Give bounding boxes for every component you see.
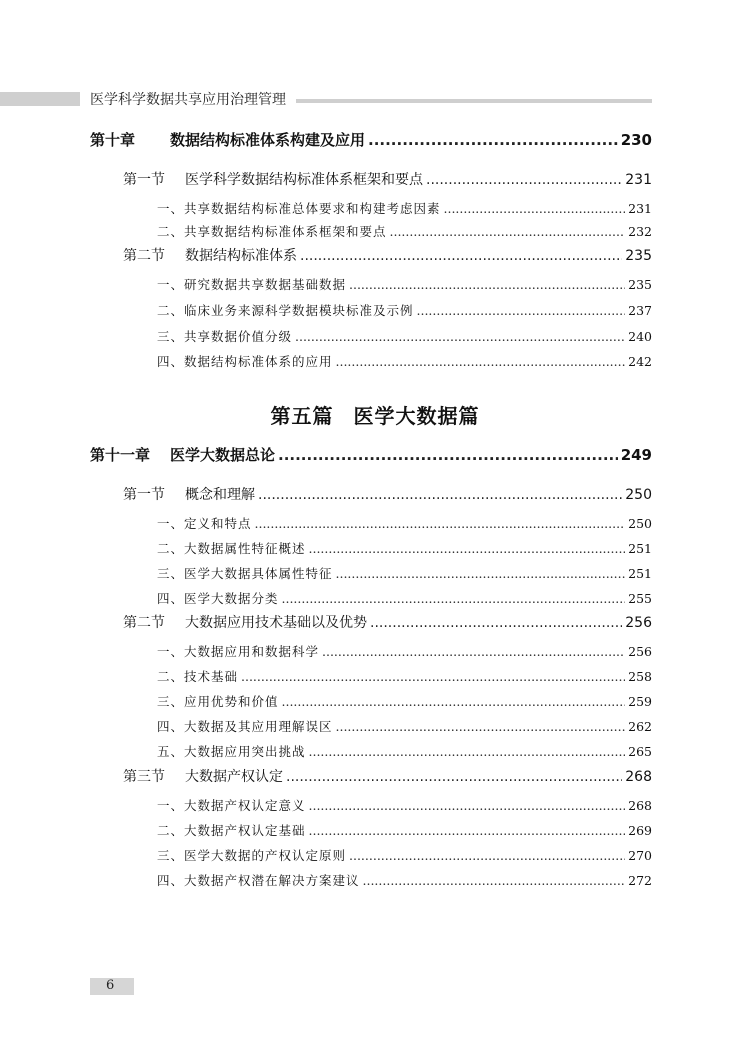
page-ref: 268	[628, 798, 652, 813]
page-ref: 251	[628, 566, 652, 581]
dot-leader	[417, 303, 626, 318]
dot-leader	[309, 823, 626, 838]
chapter-title: 医学大数据总论	[170, 446, 276, 464]
chapter-number: 第十章	[90, 131, 136, 149]
dot-leader	[286, 769, 622, 785]
dot-leader	[363, 873, 626, 888]
dot-leader	[349, 848, 625, 863]
toc-item	[157, 742, 652, 760]
dot-leader	[390, 224, 626, 239]
page-ref: 256	[628, 644, 652, 659]
page-ref: 230	[620, 131, 652, 149]
toc-item	[157, 642, 652, 660]
part-title: 医学大数据篇	[353, 404, 480, 428]
page-ref: 258	[628, 669, 652, 684]
item-title: 四、数据结构标准体系的应用	[157, 354, 333, 369]
page-ref: 250	[625, 487, 652, 503]
item-title: 二、临床业务来源科学数据模块标准及示例	[157, 303, 414, 318]
page-ref: 249	[620, 446, 652, 464]
item-title: 三、医学大数据的产权认定原则	[157, 848, 347, 863]
page-ref: 235	[625, 248, 652, 264]
page-ref: 251	[628, 541, 652, 556]
toc-item	[157, 667, 652, 685]
toc-item	[157, 199, 652, 217]
chapter-number: 第十一章	[90, 446, 151, 464]
dot-leader	[258, 487, 622, 503]
dot-leader	[336, 566, 626, 581]
item-title: 一、定义和特点	[157, 516, 252, 531]
page-ref: 250	[628, 516, 652, 531]
section-title: 数据结构标准体系	[185, 248, 297, 264]
section-number: 第二节	[123, 248, 165, 264]
section-number: 第一节	[123, 487, 165, 503]
dot-leader	[336, 719, 626, 734]
toc-item	[157, 871, 652, 889]
item-title: 二、共享数据结构标准体系框架和要点	[157, 224, 387, 239]
dot-leader	[370, 615, 622, 631]
toc-section	[123, 245, 652, 265]
dot-leader	[322, 644, 625, 659]
section-title: 大数据应用技术基础以及优势	[185, 615, 367, 631]
chapter-title: 数据结构标准体系构建及应用	[170, 131, 366, 149]
page-ref: 235	[628, 277, 652, 292]
page-ref: 237	[628, 303, 652, 318]
section-title: 医学科学数据结构标准体系框架和要点	[185, 172, 423, 188]
page-ref: 242	[628, 354, 652, 369]
toc-item	[157, 564, 652, 582]
running-head	[0, 90, 750, 108]
toc-item	[157, 352, 652, 370]
page-ref: 231	[625, 172, 652, 188]
toc-chapter-10	[90, 129, 652, 150]
section-number: 第一节	[123, 172, 165, 188]
item-title: 二、大数据产权认定基础	[157, 823, 306, 838]
toc-item	[157, 692, 652, 710]
dot-leader	[282, 591, 626, 606]
dot-leader	[295, 329, 625, 344]
part-label: 第五篇	[270, 404, 334, 428]
page-ref: 269	[628, 823, 652, 838]
page-ref: 240	[628, 329, 652, 344]
section-number: 第二节	[123, 615, 165, 631]
item-title: 一、大数据产权认定意义	[157, 798, 306, 813]
page-ref: 255	[628, 591, 652, 606]
toc-section	[123, 612, 652, 632]
dot-leader	[300, 248, 622, 264]
item-title: 二、大数据属性特征概述	[157, 541, 306, 556]
dot-leader	[241, 669, 625, 684]
section-title: 概念和理解	[185, 487, 255, 503]
toc-chapter-11	[90, 444, 652, 465]
toc-item	[157, 846, 652, 864]
section-number: 第三节	[123, 769, 165, 785]
item-title: 四、大数据产权潜在解决方案建议	[157, 873, 360, 888]
dot-leader	[255, 516, 626, 531]
toc-item	[157, 796, 652, 814]
toc-item	[157, 301, 652, 319]
page-ref: 270	[628, 848, 652, 863]
item-title: 三、应用优势和价值	[157, 694, 279, 709]
item-title: 四、大数据及其应用理解误区	[157, 719, 333, 734]
dot-leader	[278, 446, 618, 464]
dot-leader	[349, 277, 625, 292]
toc-item	[157, 327, 652, 345]
page-ref: 256	[625, 615, 652, 631]
item-title: 三、医学大数据具体属性特征	[157, 566, 333, 581]
dot-leader	[309, 798, 626, 813]
page-ref: 272	[628, 873, 652, 888]
toc-section	[123, 169, 652, 189]
item-title: 二、技术基础	[157, 669, 239, 684]
dot-leader	[336, 354, 626, 369]
toc-section	[123, 766, 652, 786]
dot-leader	[309, 541, 626, 556]
item-title: 四、医学大数据分类	[157, 591, 279, 606]
item-title: 一、大数据应用和数据科学	[157, 644, 320, 659]
section-title: 大数据产权认定	[185, 769, 283, 785]
toc-item	[157, 717, 652, 735]
dot-leader	[426, 172, 622, 188]
running-head-bar-right	[296, 99, 652, 103]
toc-section	[123, 484, 652, 504]
running-head-title: 医学科学数据共享应用治理管理	[90, 92, 286, 108]
page-ref: 265	[628, 744, 652, 759]
page-ref: 259	[628, 694, 652, 709]
item-title: 一、共享数据结构标准总体要求和构建考虑因素	[157, 201, 441, 216]
page-ref: 232	[628, 224, 652, 239]
running-head-bar-left	[0, 92, 80, 106]
toc-item	[157, 589, 652, 607]
dot-leader	[444, 201, 626, 216]
item-title: 五、大数据应用突出挑战	[157, 744, 306, 759]
toc-item	[157, 514, 652, 532]
dot-leader	[282, 694, 626, 709]
page-ref: 262	[628, 719, 652, 734]
part-heading	[0, 400, 750, 429]
page-number: 6	[106, 978, 115, 993]
page-ref: 231	[628, 201, 652, 216]
dot-leader	[368, 131, 618, 149]
item-title: 一、研究数据共享数据基础数据	[157, 277, 347, 292]
toc-item	[157, 821, 652, 839]
toc-item	[157, 222, 652, 240]
item-title: 三、共享数据价值分级	[157, 329, 293, 344]
page-ref: 268	[625, 769, 652, 785]
dot-leader	[309, 744, 626, 759]
toc-item	[157, 539, 652, 557]
toc-item	[157, 275, 652, 293]
